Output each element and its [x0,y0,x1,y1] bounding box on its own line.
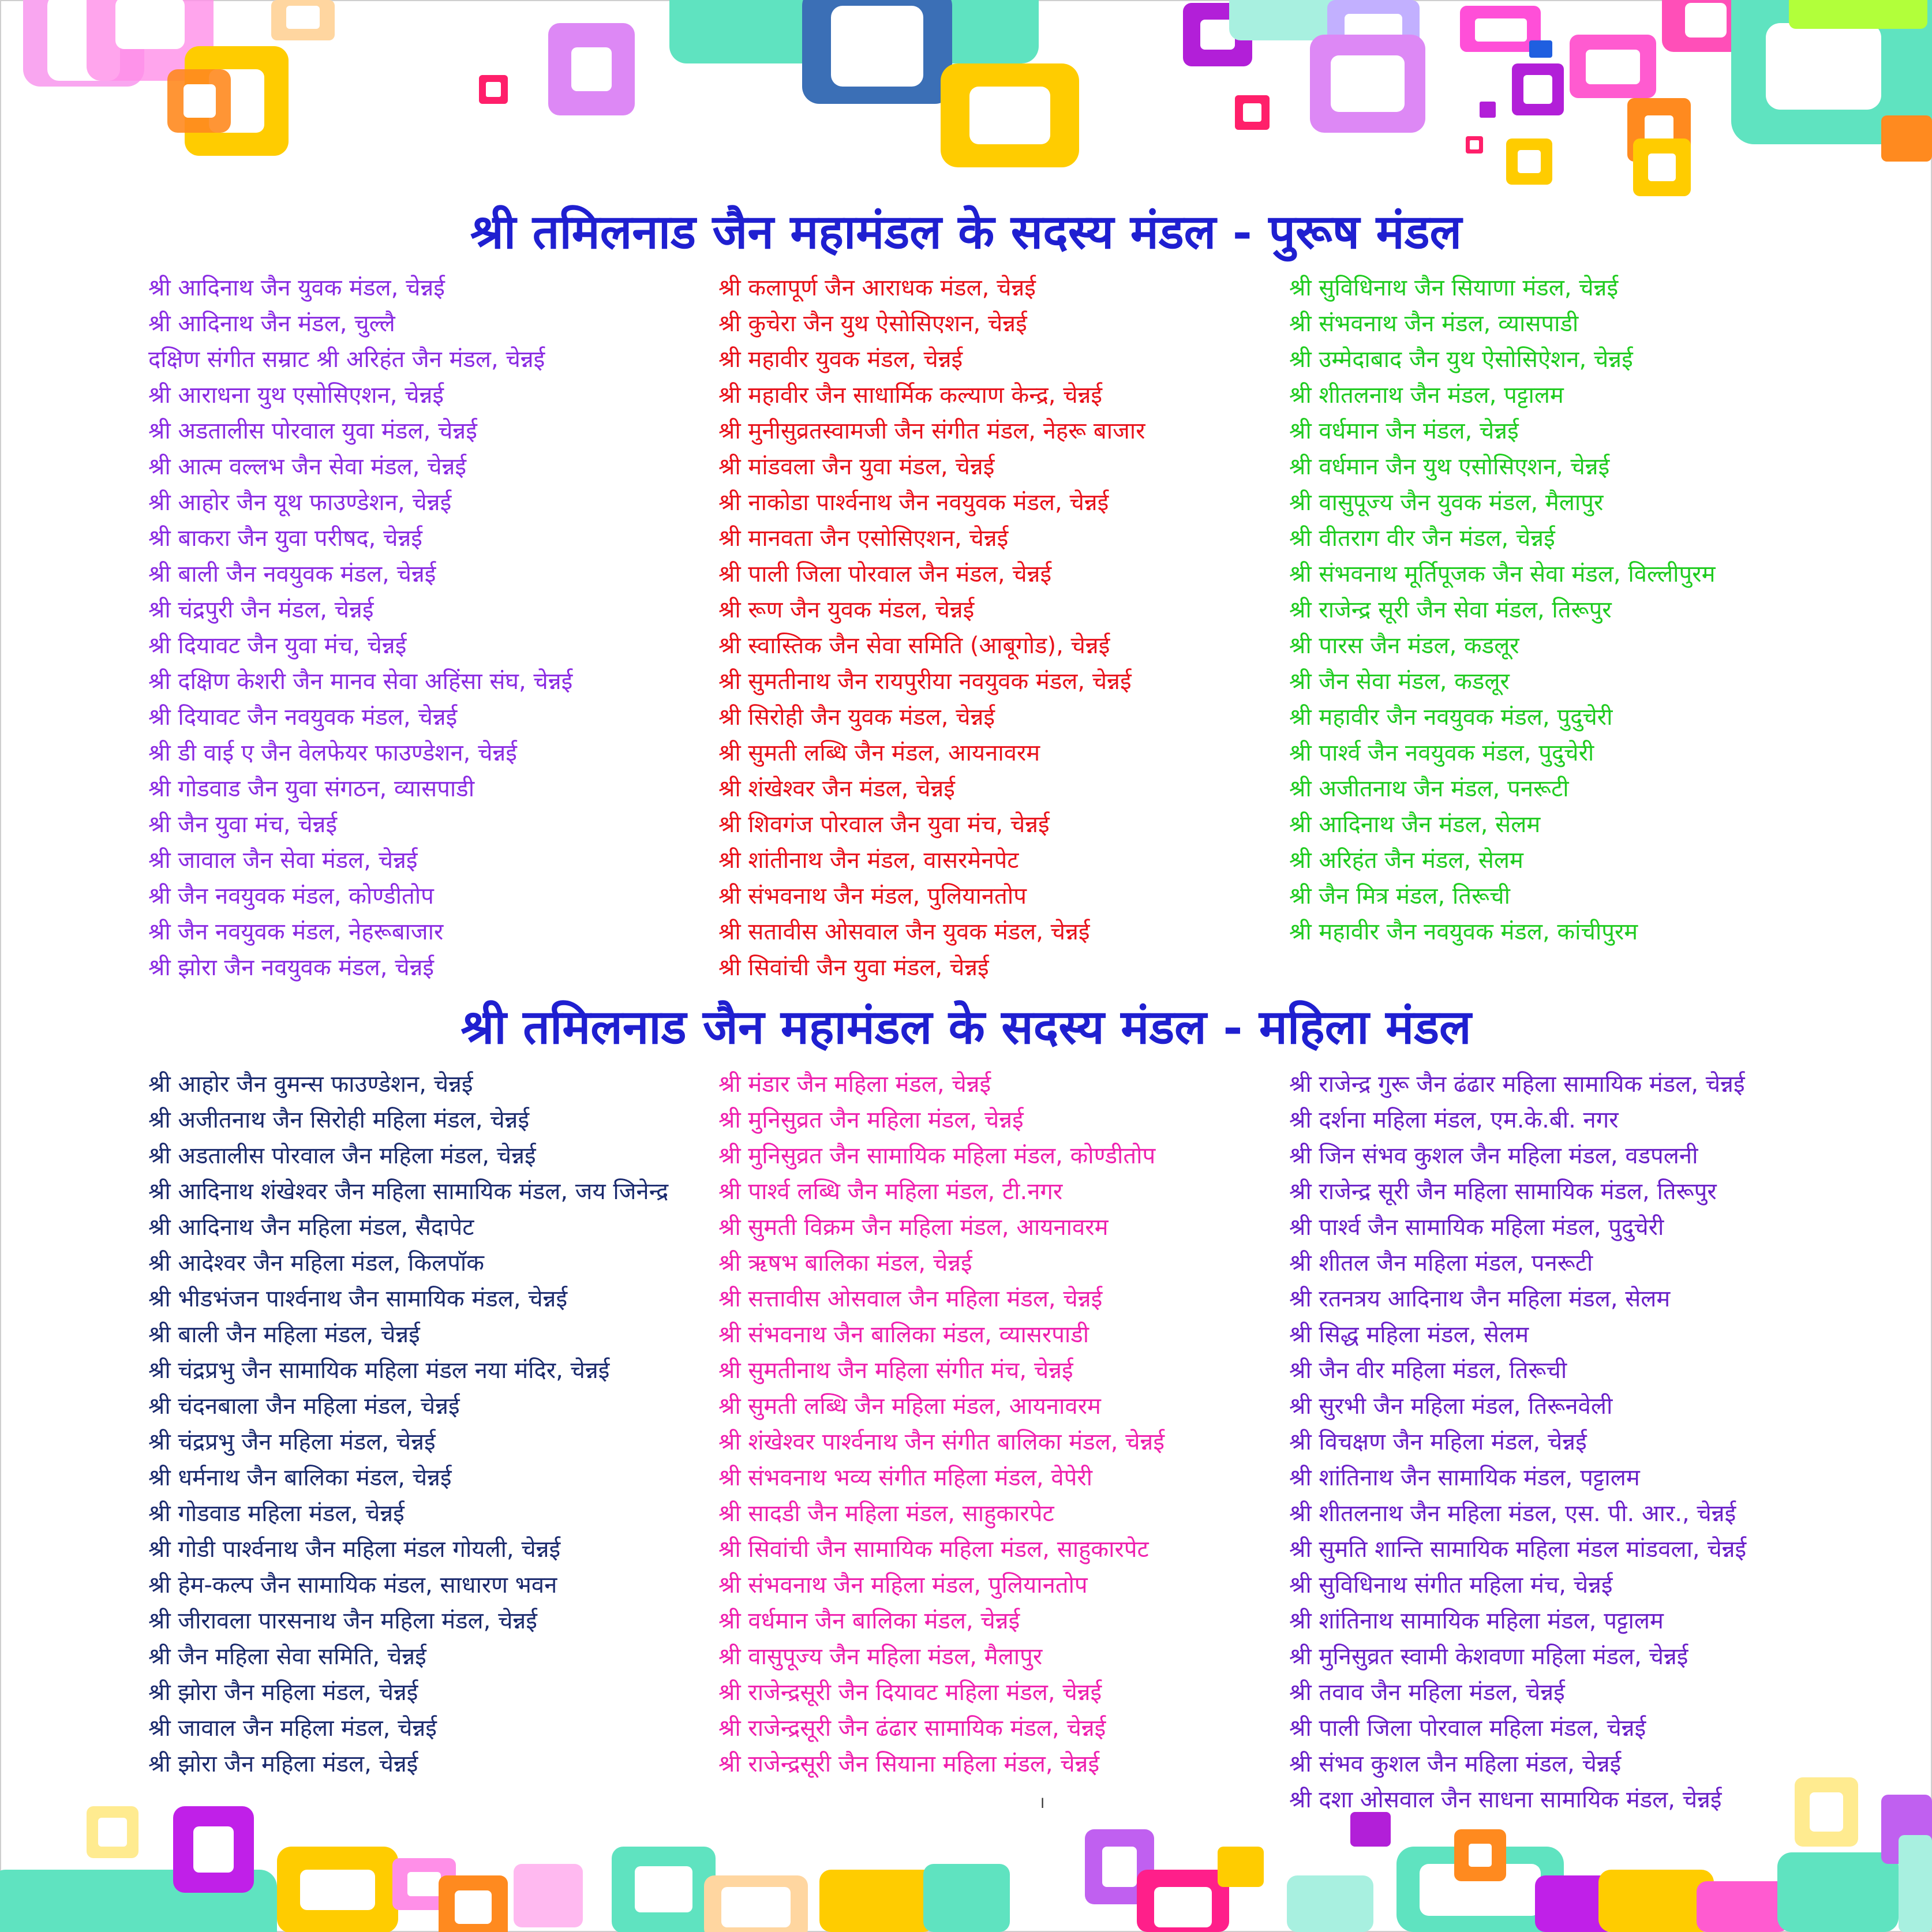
list-item: श्री वर्धमान जैन मंडल, चेन्नई [1289,418,1519,444]
list-item: श्री धर्मनाथ जैन बालिका मंडल, चेन्नई [148,1465,452,1491]
list-item: श्री महावीर जैन नवयुवक मंडल, पुदुचेरी [1289,704,1613,731]
list-item: श्री राजेन्द्रसूरी जैन सियाना महिला मंडल, चेन्नई [718,1751,1100,1777]
list-item: श्री शांतिनाथ जैन सामायिक मंडल, पट्टालम [1289,1465,1640,1491]
list-item: श्री कलापूर्ण जैन आराधक मंडल, चेन्नई [718,275,1036,301]
list-item: श्री शांतिनाथ सामायिक महिला मंडल, पट्टालम [1289,1608,1664,1634]
list-item: श्री सत्तावीस ओसवाल जैन महिला मंडल, चेन्नई [718,1286,1103,1312]
list-item: श्री स्वास्तिक जैन सेवा समिति (आबूगोड), चेन्नई [718,632,1110,659]
list-item: श्री मानवता जैन एसोसिएशन, चेन्नई [718,525,1009,552]
list-item: श्री मुनीसुव्रतस्वामजी जैन संगीत मंडल, नेहरू बाजार [718,418,1145,444]
list-item: श्री भीडभंजन पार्श्वनाथ जैन सामायिक मंडल, चेन्नई [148,1286,568,1312]
list-item: श्री तवाव जैन महिला मंडल, चेन्नई [1289,1679,1565,1706]
list-item: श्री शांतीनाथ जैन मंडल, वासरमेनपेट [718,847,1019,874]
list-item: श्री सुमतीनाथ जैन महिला संगीत मंच, चेन्नई [718,1357,1073,1384]
list-item: श्री महावीर जैन नवयुवक मंडल, कांचीपुरम [1289,919,1638,945]
list-item: श्री जैन नवयुवक मंडल, नेहरूबाजार [148,919,444,945]
list-item: श्री जैन महिला सेवा समिति, चेन्नई [148,1643,426,1670]
list-item: श्री वासुपूज्य जैन महिला मंडल, मैलापुर [718,1643,1043,1670]
heading-women-mandal: श्री तमिलनाड जैन महामंडल के सदस्य मंडल - महिला मंडल [460,999,1472,1055]
list-item: श्री ऋषभ बालिका मंडल, चेन्नई [718,1250,972,1276]
list-item: श्री अडतालीस पोरवाल युवा मंडल, चेन्नई [148,418,477,444]
list-item: श्री वर्धमान जैन युथ एसोसिएशन, चेन्नई [1289,454,1610,480]
list-item: श्री शीतल जैन महिला मंडल, पनरूटी [1289,1250,1593,1276]
list-item: श्री बाली जैन महिला मंडल, चेन्नई [148,1321,420,1348]
list-item: श्री आदेश्वर जैन महिला मंडल, किलपॉक [148,1250,485,1276]
list-item: श्री आदिनाथ जैन महिला मंडल, सैदापेट [148,1214,474,1241]
women-list-column-1 [148,1066,668,1782]
list-item: श्री जीरावला पारसनाथ जैन महिला मंडल, चेन्नई [148,1608,537,1634]
list-item: श्री अजीतनाथ जैन सिरोही महिला मंडल, चेन्नई [148,1107,530,1133]
list-item: श्री बाकरा जैन युवा परीषद, चेन्नई [148,525,422,552]
list-item: श्री नाकोडा पार्श्वनाथ जैन नवयुवक मंडल, चेन्नई [718,489,1109,516]
list-item: श्री पारस जैन मंडल, कडलूर [1289,632,1519,659]
list-item: श्री मंडार जैन महिला मंडल, चेन्नई [718,1071,991,1098]
list-item: श्री राजेन्द्र सूरी जैन सेवा मंडल, तिरूपुर [1289,597,1612,623]
list-item: श्री संभवनाथ जैन महिला मंडल, पुलियानतोप [718,1572,1088,1598]
list-item: श्री संभवनाथ जैन मंडल, व्यासपाडी [1289,310,1579,337]
list-item: श्री चंद्रप्रभु जैन महिला मंडल, चेन्नई [148,1429,436,1455]
list-item: श्री शिवगंज पोरवाल जैन युवा मंच, चेन्नई [718,811,1050,838]
list-item: श्री महावीर युवक मंडल, चेन्नई [718,346,963,373]
list-item: श्री वर्धमान जैन बालिका मंडल, चेन्नई [718,1608,1020,1634]
list-item: श्री महावीर जैन साधार्मिक कल्याण केन्द्र, चेन्नई [718,382,1103,409]
list-item: श्री जैन मित्र मंडल, तिरूची [1289,883,1510,909]
list-item: श्री पाली जिला पोरवाल जैन मंडल, चेन्नई [718,561,1052,587]
list-item: श्री बाली जैन नवयुवक मंडल, चेन्नई [148,561,436,587]
list-item: श्री सुमती लब्धि जैन महिला मंडल, आयनावरम [718,1393,1101,1420]
list-item: श्री आराधना युथ एसोसिएशन, चेन्नई [148,382,444,409]
list-item: श्री उम्मेदाबाद जैन युथ ऐसोसिऐशन, चेन्नई [1289,346,1633,373]
list-item: श्री जैन सेवा मंडल, कडलूर [1289,668,1510,695]
list-item: श्री हेम-कल्प जैन सामायिक मंडल, साधारण भवन [148,1572,557,1598]
list-item: श्री कुचेरा जैन युथ ऐसोसिएशन, चेन्नई [718,310,1027,337]
list-item: श्री जैन युवा मंच, चेन्नई [148,811,338,838]
list-item: श्री डी वाई ए जैन वेलफेयर फाउण्डेशन, चेन्नई [148,740,517,766]
list-item: श्री पार्श्व लब्धि जैन महिला मंडल, टी.नगर [718,1178,1063,1205]
list-item: श्री संभव कुशल जैन महिला मंडल, चेन्नई [1289,1751,1622,1777]
list-item: श्री मुनिसुव्रत स्वामी केशवणा महिला मंडल, चेन्नई [1289,1643,1688,1670]
list-item: श्री जैन नवयुवक मंडल, कोण्डीतोप [148,883,434,909]
list-item: श्री संभवनाथ जैन मंडल, पुलियानतोप [718,883,1027,909]
list-item: श्री शीतलनाथ जैन मंडल, पट्टालम [1289,382,1564,409]
men-list-column-1 [148,270,572,986]
list-item: श्री आदिनाथ जैन युवक मंडल, चेन्नई [148,275,445,301]
list-item: श्री आहोर जैन यूथ फाउण्डेशन, चेन्नई [148,489,452,516]
list-item: श्री संभवनाथ भव्य संगीत महिला मंडल, वेपेरी [718,1465,1093,1491]
list-item: श्री सुविधिनाथ संगीत महिला मंच, चेन्नई [1289,1572,1613,1598]
list-item: श्री दशा ओसवाल जैन साधना सामायिक मंडल, चेन्नई [1289,1787,1722,1813]
list-item: श्री सुमती विक्रम जैन महिला मंडल, आयनावरम [718,1214,1109,1241]
list-item: श्री आहोर जैन वुमन्स फाउण्डेशन, चेन्नई [148,1071,473,1098]
list-item: श्री राजेन्द्रसूरी जैन ढंढार सामायिक मंडल, चेन्नई [718,1715,1106,1742]
list-item: श्री वीतराग वीर जैन मंडल, चेन्नई [1289,525,1555,552]
list-item: श्री सुमतीनाथ जैन रायपुरीया नवयुवक मंडल, चेन्नई [718,668,1132,695]
list-item: श्री पाली जिला पोरवाल महिला मंडल, चेन्नई [1289,1715,1646,1742]
list-item: श्री अडतालीस पोरवाल जैन महिला मंडल, चेन्नई [148,1143,536,1169]
list-item: श्री आदिनाथ शंखेश्वर जैन महिला सामायिक मंडल, जय जिनेन्द्र [148,1178,669,1205]
list-item: श्री संभवनाथ मूर्तिपूजक जैन सेवा मंडल, विल्लीपुरम [1289,561,1716,587]
list-item: श्री जावाल जैन सेवा मंडल, चेन्नई [148,847,418,874]
list-item: श्री रतनत्रय आदिनाथ जैन महिला मंडल, सेलम [1289,1286,1671,1312]
list-item: श्री आदिनाथ जैन मंडल, चुल्लै [148,310,395,337]
list-item: श्री चंदनबाला जैन महिला मंडल, चेन्नई [148,1393,460,1420]
list-item: श्री झोरा जैन महिला मंडल, चेन्नई [148,1751,418,1777]
list-item: श्री मुनिसुव्रत जैन सामायिक महिला मंडल, कोण्डीतोप [718,1143,1156,1169]
list-item: श्री पार्श्व जैन सामायिक महिला मंडल, पुदुचेरी [1289,1214,1664,1241]
list-item: श्री चंद्रपुरी जैन मंडल, चेन्नई [148,597,374,623]
list-item: श्री सिरोही जैन युवक मंडल, चेन्नई [718,704,995,731]
list-item: श्री मांडवला जैन युवा मंडल, चेन्नई [718,454,995,480]
list-item: श्री गोडवाड महिला मंडल, चेन्नई [148,1500,405,1527]
list-item: श्री विचक्षण जैन महिला मंडल, चेन्नई [1289,1429,1587,1455]
list-item: श्री दियावट जैन नवयुवक मंडल, चेन्नई [148,704,458,731]
list-item: श्री झोरा जैन महिला मंडल, चेन्नई [148,1679,418,1706]
list-item: श्री सादडी जैन महिला मंडल, साहुकारपेट [718,1500,1054,1527]
list-item: श्री जिन संभव कुशल जैन महिला मंडल, वडपलनी [1289,1143,1698,1169]
list-item: श्री सुरभी जैन महिला मंडल, तिरूनवेली [1289,1393,1613,1420]
list-item: श्री आदिनाथ जैन मंडल, सेलम [1289,811,1541,838]
list-item: श्री पार्श्व जैन नवयुवक मंडल, पुदुचेरी [1289,740,1594,766]
list-item: श्री जैन वीर महिला मंडल, तिरूची [1289,1357,1567,1384]
list-item: श्री संभवनाथ जैन बालिका मंडल, व्यासरपाडी [718,1321,1089,1348]
list-item: श्री मुनिसुव्रत जैन महिला मंडल, चेन्नई [718,1107,1024,1133]
list-item: श्री अजीतनाथ जैन मंडल, पनरूटी [1289,776,1569,802]
list-item: श्री सिवांची जैन युवा मंडल, चेन्नई [718,954,989,981]
list-item: श्री शीतलनाथ जैन महिला मंडल, एस. पी. आर., चेन्नई [1289,1500,1736,1527]
list-item: श्री राजेन्द्र सूरी जैन महिला सामायिक मंडल, तिरूपुर [1289,1178,1717,1205]
list-item: श्री राजेन्द्र गुरू जैन ढंढार महिला सामायिक मंडल, चेन्नई [1289,1071,1745,1098]
list-item: श्री झोरा जैन नवयुवक मंडल, चेन्नई [148,954,435,981]
page-number: । [1039,1793,1045,1812]
list-item: श्री चंद्रप्रभु जैन सामायिक महिला मंडल नया मंदिर, चेन्नई [148,1357,610,1384]
list-item: श्री राजेन्द्रसूरी जैन दियावट महिला मंडल, चेन्नई [718,1679,1102,1706]
list-item: श्री अरिहंत जैन मंडल, सेलम [1289,847,1523,874]
list-item: श्री सुमति शान्ति सामायिक महिला मंडल मांडवला, चेन्नई [1289,1536,1747,1563]
list-item: श्री सुविधिनाथ जैन सियाणा मंडल, चेन्नई [1289,275,1619,301]
list-item: श्री सिद्ध महिला मंडल, सेलम [1289,1321,1529,1348]
list-item: श्री आत्म वल्लभ जैन सेवा मंडल, चेन्नई [148,454,467,480]
list-item: श्री गोडवाड जैन युवा संगठन, व्यासपाडी [148,776,475,802]
women-list-column-2 [718,1066,1165,1782]
list-item: श्री वासुपूज्य जैन युवक मंडल, मैलापुर [1289,489,1604,516]
list-item: श्री रूण जैन युवक मंडल, चेन्नई [718,597,975,623]
men-list-column-3 [1289,270,1715,950]
men-list-column-2 [718,270,1145,986]
list-item: श्री गोडी पार्श्वनाथ जैन महिला मंडल गोयली, चेन्नई [148,1536,561,1563]
women-list-column-3 [1289,1066,1746,1818]
list-item: श्री शंखेश्वर जैन मंडल, चेन्नई [718,776,955,802]
list-item: श्री जावाल जैन महिला मंडल, चेन्नई [148,1715,437,1742]
list-item: श्री सुमती लब्धि जैन मंडल, आयनावरम [718,740,1040,766]
list-item: श्री दर्शना महिला मंडल, एम.के.बी. नगर [1289,1107,1619,1133]
list-item: श्री सिवांची जैन सामायिक महिला मंडल, साहुकारपेट [718,1536,1149,1563]
list-item: दक्षिण संगीत सम्राट श्री अरिहंत जैन मंडल, चेन्नई [148,346,545,373]
list-item: श्री शंखेश्वर पार्श्वनाथ जैन संगीत बालिका मंडल, चेन्नई [718,1429,1165,1455]
heading-men-mandal: श्री तमिलनाड जैन महामंडल के सदस्य मंडल - पुरूष मंडल [470,204,1462,260]
list-item: श्री दक्षिण केशरी जैन मानव सेवा अहिंसा संघ, चेन्नई [148,668,573,695]
list-item: श्री सतावीस ओसवाल जैन युवक मंडल, चेन्नई [718,919,1090,945]
list-item: श्री दियावट जैन युवा मंच, चेन्नई [148,632,407,659]
